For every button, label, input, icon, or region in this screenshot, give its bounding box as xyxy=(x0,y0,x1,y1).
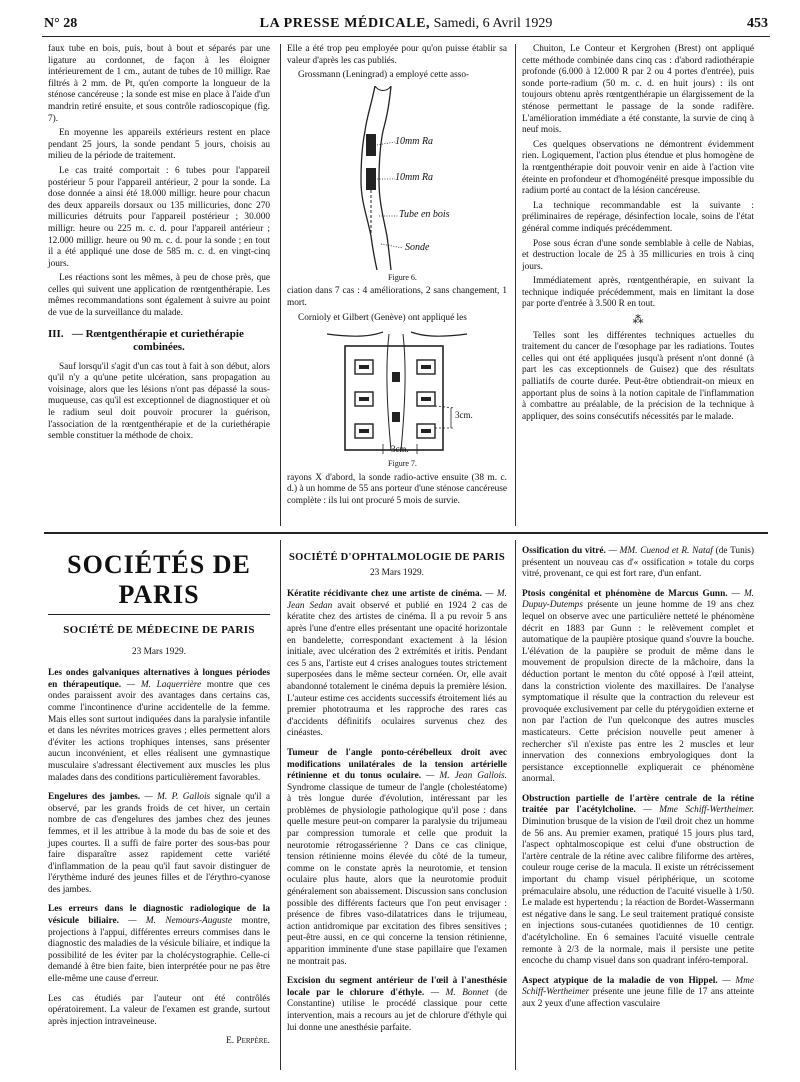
journal-title: LA PRESSE MÉDICALE, xyxy=(259,16,431,31)
paragraph: Chuiton, Le Conteur et Kergrohen (Brest) ont appliqué cette méthode combinée dans cinq cas : d'abord radiothérapie profonde (6.000 à 12.000 R par 2 ou 4 portes d'entrée), puis sonde porte-radium (50 m. c. d. en huit jours) : ils ont toujours obtenu après rœntgenthérapie un élargissement de la sténose permettant le passage de la sonde radifère. L'amélioration immédiate a été constante, la survie de cinq à neuf mois. xyxy=(522,44,754,136)
bottom-column-2 xyxy=(287,546,507,1042)
abstract-text: avait observé et publié en 1924 2 cas de kératite chez des artistes de cinéma. Il a pu revoir 5 ans après l'une d'entre elles présentant une opacité horizontale en bandelette, correspondant exactement à la lésion initiale, avec ulcération des 2 extrémités et iritis. Pendant ces 5 ans, l'artiste eut 4 crises analogues toutes strictement superposées dans le même secteur cornéen. Or, elle avait abandonné totalement le cinéma depuis la première lésion. L'auteur estime ces accidents successifs étroitement liés au premier phototrauma et les rapproche des rares cas d'accidents définitifs oculaires survenus chez des cinéastes. xyxy=(287,600,507,739)
issue-number: N° 28 xyxy=(44,16,78,31)
top-column-2 xyxy=(287,44,507,511)
abstract-item xyxy=(287,748,507,968)
abstract-text: (de Constantine) utilise le procédé classique pour cette intervention, mais a recours au jet de chlorure d'éthyle qui lui donne une anesthésie parfaite. xyxy=(287,987,507,1033)
abstract-title: Les ondes galvaniques alternatives à longues périodes en thérapeutique. xyxy=(48,668,270,690)
abstract-title: Les erreurs dans le diagnostic radiologique de la vésicule biliaire. xyxy=(48,904,270,927)
paragraph: Ces quelques observations ne démontrent évidemment rien. Logiquement, l'action plus étendue et plus homogène de la rœntgenthérapie doit pouvoir venir en aide à l'action vite éteinte en profondeur et d'homogénéité presque impossible du radium porté au contact de la lésion cancéreuse. xyxy=(522,139,754,197)
bottom-column-3 xyxy=(522,546,754,1019)
abstract-item xyxy=(48,792,270,896)
abstract-author: — M. Dupuy-Dutemps xyxy=(522,588,755,611)
abstract-title: Ptosis congénital et phénomène de Marcus Gunn. xyxy=(522,588,728,599)
paragraph: Sauf lorsqu'il s'agit d'un cas tout à fait à son début, alors qu'il n'y a qu'une petite ulcération, sans propagation au voisinage, alors que les lésions n'ont pas dépassé la sous-muqueuse, cas qu'il est exceptionnel de diagnostiquer et où le radium seul doit pouvoir procurer la guérison, l'association de la rœntgenthérapie et de la curiethérapie semble constituer la méthode de choix. xyxy=(48,361,270,442)
abstract-title: Aspect atypique de la maladie de von Hippel. xyxy=(522,975,718,986)
section-title-line1: — Rœntgenthérapie et curiethérapie xyxy=(71,327,244,340)
page-header xyxy=(42,10,770,37)
signature: E. Perpère. xyxy=(226,1036,270,1047)
abstract-item xyxy=(287,976,507,1034)
abstract-text: présente un jeune homme de 19 ans chez lequel on observe avec une particulière netteté le phénomène décrit en 1883 par Gunn : le relèvement complet et automatique de la paupière ptosique quand s'ouvre la bouche. L'élévation de la paupière se produit de même dans le mouvement de propulsion directe de la mâchoire, dans la déduction portant le menton du côté opposé à l'œil atteint, dans la constriction violente des maxillaires. De l'analyse symptomatique il résulte que la contraction du releveur est provoquée exclusivement par celle du ptérygoïdien externe et non par l'action de l'un quelconque des autres muscles masticateurs. Cette précision nouvelle peut amener à rechercher s'il n'existe pas entre les 2 muscles et leur innervation des connexions embryologiques dont la persistance exceptionnelle expliquerait ce phénomène anormal. xyxy=(522,600,754,785)
paragraph: Les réactions sont les mêmes, à peu de chose près, que celles qui suivent une application de rœntgenthérapie. Les mêmes recommandations sont également à suivre au point de vue de la surveillance du malade. xyxy=(48,273,270,319)
abstract-list xyxy=(48,668,270,1028)
paragraph: Telles sont les différentes techniques actuelles du traitement du cancer de l'œsophage par les radiations. Toutes celles qui ont été appliquées jusqu'à présent n'ont donné (à part les cas exceptionnels de Guisez) que des résultats palliatifs de courte durée. Peut-être obtiendrait-on mieux en apportant plus de soins à la notion capitale de l'inflammation à combattre au préalable, de la précision de la technique à appliquer, des soins consécutifs nécessités par le malade. xyxy=(522,330,754,422)
section-title-line2: combinées. xyxy=(133,340,185,353)
abstract-text: présente une jeune fille de 17 ans atteinte aux 2 yeux d'une affection vasculaire xyxy=(522,987,754,1009)
figure-label: 10mm Ra xyxy=(395,171,434,183)
figure-label: 3cm. xyxy=(455,410,473,421)
figure-label: Tube en bois xyxy=(399,208,450,220)
abstract-text: Diminution brusque de la vision de l'œil droit chez un homme de 56 ans. Au premier examen, pratiqué 15 jours plus tard, l'aspect ophtalmoscopique est celui d'une obstruction de l'artère centrale de la rétine avec calibre filiforme des artères, couleur rouge cerise de la macula. Il existe un rétrécissement important du champ visuel périphérique, un scotome prémaculaire absolu, une réduction de l'acuité visuelle à 1/50. Le malade est hypertendu ; la réaction de Bordet-Wassermann est négative dans le sang. Le seul traitement pratiqué consiste en injections sous-cutanées quotidiennes de 10 centigr. d'acétylcholine. En 6 semaines l'acuité visuelle centrale remonte à 2/3 de la normale, mais il persiste une petite encoche du champ visuel dans son quadrant inféro-temporal. xyxy=(522,817,754,967)
abstract-text: Syndrome classique de tumeur de l'angle (cholestéatome) à très longue durée d'évolution, intéressant par les problèmes de physiologie pathologique qu'il pose : dans quelle mesure peut-on comparer la paralysie du trijumeau par compression tumorale et celle que produit la neurotomie rétrogassérienne ? Dans ce cas clinique, tension rétinienne moins élevée du côté de la tumeur, comme on le constate après la neurotomie, et tension oculaire plus haute, alors que la neurotomie produit généralement son abaissement. Discussion sans conclusion possible des différents facteurs que l'on peut envisager : présence de fibres vaso-dilatatrices dans le trijumeau, action antidromique par excitation des fibres sensitives ; peut-être aussi, en ce qui concerne la tension rétinienne, apparition imminente d'une stase papillaire que l'examen ne montrait pas. xyxy=(287,782,507,967)
session-date: 23 Mars 1929. xyxy=(132,646,186,657)
figure-6 xyxy=(287,86,507,270)
abstract-list xyxy=(287,589,507,1034)
section-banner: SOCIÉTÉS DE PARIS xyxy=(48,550,270,615)
masthead xyxy=(42,16,770,32)
paragraph: rayons X d'abord, la sonde radio-active ensuite (38 m. c. d.) à un homme de 55 ans porteur d'une sténose cancéreuse complète : ils lui ont procuré 5 mois de survie. xyxy=(287,472,507,506)
abstract-author: — MM. Cuenod et R. Nataf xyxy=(608,546,713,556)
figure-7 xyxy=(287,328,507,456)
paragraph: Cornioly et Gilbert (Genève) ont appliqué les xyxy=(298,312,467,323)
abstract-list xyxy=(522,546,754,1011)
page-number: 453 xyxy=(747,16,768,31)
abstract-title: Engelures des jambes. xyxy=(48,792,141,803)
paragraph: ciation dans 7 cas : 4 améliorations, 2 sans changement, 1 mort. xyxy=(287,286,507,308)
abstract-author: — M. Nemours-Auguste xyxy=(128,916,232,927)
section-number: III. xyxy=(48,327,64,340)
paragraph: La technique recommandable est la suivante : préliminaires de repérage, désinfection locale, soins de l'état général comme indiqués précédemment. xyxy=(522,200,754,234)
paragraph: Immédiatement après, rœntgenthérapie, en suivant la technique indiquée précédemment, mais en limitant la dose par porte d'entrée à 3.500 R en tout. xyxy=(522,276,754,310)
bottom-column-1 xyxy=(48,540,270,1048)
horizontal-rule xyxy=(44,532,768,534)
abstract-item xyxy=(48,994,270,1029)
abstract-text: Les cas étudiés par l'auteur ont été contrôlés opératoirement. La valeur de l'examen est grande, surtout après injection intraveineuse. xyxy=(48,993,270,1027)
column-rule xyxy=(280,540,281,1070)
paragraph: Le cas traité comportait : 6 tubes pour l'appareil postérieur 5 pour l'appareil antérieur, 2 pour la sonde. La dose donnée a ainsi été 18.000 milligr. heure pour chacun des deux appareils dorsaux ou 135 millicuries, donc 270 millicuries détruits pour l'appareil postérieur ; 30.000 milligr. heure ou 225 m. c. d. pour l'appareil antérieur ; 12.000 milligr. heure ou 90 m. c. d. pour la sonde ; en tout il a été appliqué une dose de 585 m. c. d. en vingt-cinq jours. xyxy=(48,165,270,269)
abstract-title: Obstruction partielle de l'artère centrale de la rétine traitée par l'acétylcholine. xyxy=(522,793,754,816)
abstract-text: montre que ces ondes paraissent avoir des avantages dans certains cas, comme l'incontinence d'urine accidentelle de la femme. Mais elles sont surtout indiquées dans la paralysie infantile et dans les névrites motrices graves ; elles permettent alors d'éviter les actions trophiques intenses, sans présenter aucun inconvénient, et elles réalisent une gymnastique musculaire s'adressant électivement aux muscles les plus malades dans des conditions particulièrement favorables. xyxy=(48,679,270,783)
abstract-text: montre, projections à l'appui, différentes erreurs commises dans le diagnostic des maladies de la vésicule biliaire, et indique la possibilité de les éviter par la cholécystographie. Celle-ci demandé à être bien faite, bien interprétée pour ne pas être elle-même une cause d'erreur. xyxy=(48,916,271,985)
abstract-author: — M. Jean Gallois. xyxy=(426,771,508,782)
abstract-title: Excision du segment antérieur de l'œil à l'anesthésie locale par le chlorure d'éthyle. xyxy=(287,976,507,998)
paragraph: Pose sous écran d'une sonde semblable à celle de Nabias, et destruction locale de 25 à 35 millicuries en trois à cinq jours. xyxy=(522,238,754,272)
abstract-text: (de Tunis) présentent un nouveau cas d'« ossification » totale du corps vitré, provenant, ce qui est fort rare, d'un enfant. xyxy=(522,546,755,580)
top-column-1 xyxy=(48,44,270,446)
figure-caption: Figure 7. xyxy=(388,459,417,469)
abstract-text: signale qu'il a observé, par les grands froids de cet hiver, un certain nombre de cas d'engelures des jambes chez des jeunes femmes, et il les attribue à la mode du bas de soie et des jupes courtes. Il a suffi de faire porter des sous-bas pour faire disparaître assez rapidement cette variété d'inflammation de la peau qu'il faut savoir distinguer de l'érythème induré des jeunes filles et de l'érythro-cyanose des jambes. xyxy=(48,792,270,895)
paragraph: faux tube en bois, puis, bout à bout et séparés par une ligature au cordonnet, de façon à les éloigner intérieurement de 1 cm., autant de tubes de 10 milligr. Rae filtrés à 2 mm. de Pt, qu'en comporte la longueur de la sténose cancéreuse ; la sonde est mise en place à l'aide d'un mandrin retiré ensuite, et sous contrôle radioscopique (fig. 7). xyxy=(48,44,270,124)
abstract-item xyxy=(48,668,270,784)
abstract-item xyxy=(522,589,754,786)
paragraph: Elle a été trop peu employée pour qu'on puisse établir sa valeur d'après les cas publiés. xyxy=(287,44,507,66)
applicator-drawing xyxy=(287,328,507,456)
top-column-3 xyxy=(522,44,754,426)
abstract-author: — M. Jean Sedan xyxy=(287,589,507,611)
session-date: 23 Mars 1929. xyxy=(370,567,424,578)
abstract-item xyxy=(522,794,754,968)
abstract-author: — Mme Schiff-Wertheimer xyxy=(522,975,754,998)
abstract-author: — M. Laquerrière xyxy=(126,679,202,690)
column-rule xyxy=(515,540,516,1070)
abstract-item xyxy=(522,546,754,581)
abstract-title: Tumeur de l'angle ponto-cérébelleux droit avec modifications unilatérales de la tension artérielle rétinienne et du tonus oculaire. xyxy=(287,747,507,782)
abstract-item xyxy=(287,589,507,740)
abstract-author: — Mme Schiff-Wertheimer. xyxy=(643,805,754,816)
paragraph: Grossmann (Leningrad) a employé cette asso- xyxy=(298,70,470,81)
figure-caption: Figure 6. xyxy=(388,272,417,282)
abstract-item xyxy=(48,904,270,985)
abstract-author: — M. P. Gallois xyxy=(144,792,211,803)
society-name: SOCIÉTÉ D'OPHTALMOLOGIE DE PARIS xyxy=(288,552,506,563)
abstract-item xyxy=(522,976,754,1011)
section-separator: ⁂ xyxy=(632,314,644,327)
issue-date: Samedi, 6 Avril 1929 xyxy=(433,16,553,31)
column-rule xyxy=(280,44,281,526)
abstract-author: — M. Bonnet xyxy=(430,987,489,998)
abstract-title: Kératite récidivante chez une artiste de cinéma. xyxy=(287,589,482,600)
society-name: SOCIÉTÉ DE MÉDECINE DE PARIS xyxy=(63,624,255,636)
figure-label: 3cm. xyxy=(391,444,409,455)
abstract-title: Ossification du vitré. xyxy=(522,546,606,556)
figure-label: Sonde xyxy=(405,241,430,253)
column-rule xyxy=(515,44,516,526)
section-heading xyxy=(48,328,270,354)
figure-label: 10mm Ra xyxy=(395,135,434,147)
paragraph: En moyenne les appareils extérieurs restent en place pendant 25 jours, la sonde pendant 5 jours, choisis au milieu de la période de traitement. xyxy=(48,128,270,162)
